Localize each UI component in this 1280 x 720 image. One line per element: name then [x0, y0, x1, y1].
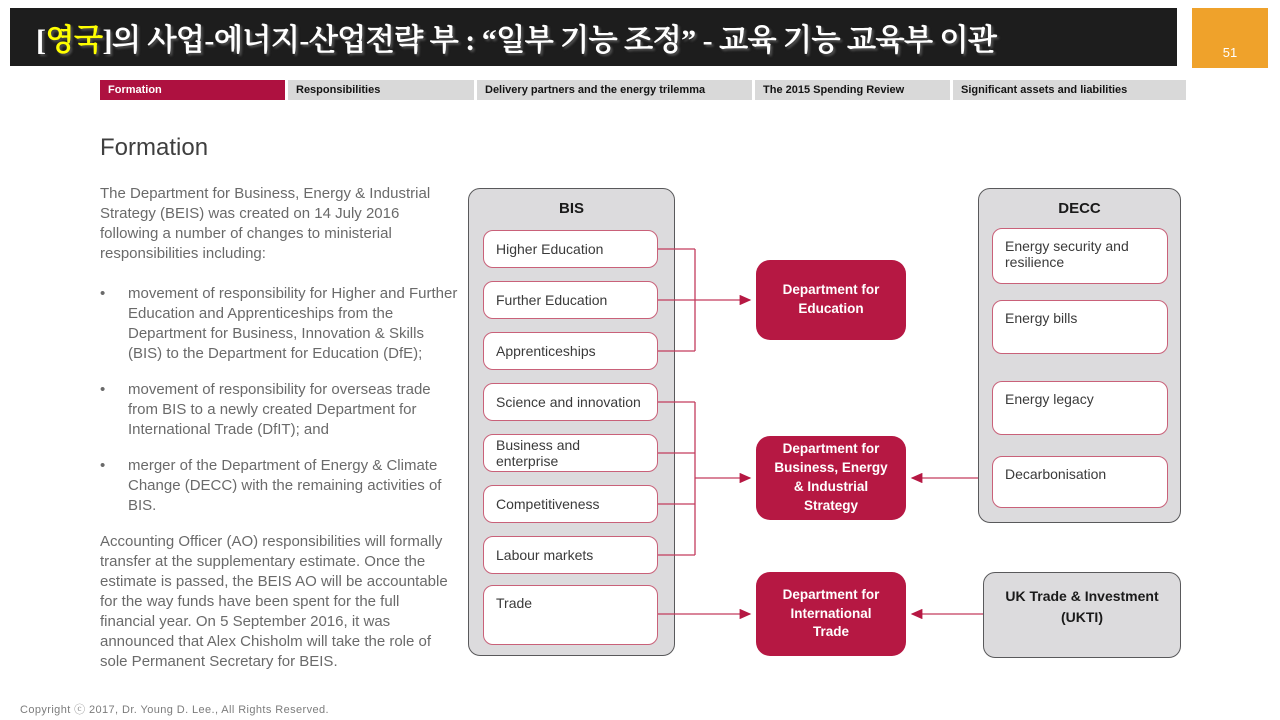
- bullet-icon: [100, 284, 128, 364]
- bis-item-competitiveness: Competitiveness: [483, 485, 658, 523]
- bis-container-title: BIS: [558, 200, 584, 217]
- tab-spending-review[interactable]: The 2015 Spending Review: [755, 80, 950, 100]
- bis-item-trade: Trade: [483, 585, 658, 645]
- title-highlight: 영국: [45, 24, 103, 57]
- intro-paragraph: The Department for Business, Energy & Industrial Strategy (BEIS) was created on 14 July 2016 following a number of changes to ministerial responsibilities including:: [100, 185, 431, 262]
- bullet-text: movement of responsibility for Higher and Further Education and Apprenticeships from the Department for Business, Innovation & Skills (BIS) to the Department for Education (DfE);: [128, 285, 458, 362]
- copyright-footer: Copyright ⓒ 2017, Dr. Young D. Lee., All Rights Reserved.: [20, 704, 329, 716]
- section-heading: Formation: [100, 134, 209, 161]
- page-number-badge: [1192, 8, 1268, 68]
- dept-beis-box: Department for Business, Energy & Industrial Strategy: [756, 436, 906, 520]
- tab-bar: [100, 80, 1186, 100]
- outro-paragraph: Accounting Officer (AO) responsibilities will formally transfer at the supplementary estimate. Once the estimate is passed, the BEIS AO will be accountable for the way funds have been spent for the full financial year. On 5 September 2016, it was announced that Alex Chisholm will take the role of sole Permanent Secretary for BEIS.: [100, 533, 448, 670]
- text-column: [100, 134, 458, 672]
- bis-item-science-innovation: Science and innovation: [483, 383, 658, 421]
- ukti-box: [983, 572, 1181, 658]
- decc-item-decarbonisation: Decarbonisation: [992, 456, 1168, 508]
- bullet-list: [100, 284, 458, 516]
- tab-delivery-partners[interactable]: Delivery partners and the energy trilemma: [477, 80, 752, 100]
- ukti-line2: (UKTI): [1061, 609, 1103, 625]
- bis-item-higher-education: Higher Education: [483, 230, 658, 268]
- bullet-icon: [100, 380, 128, 440]
- page-number: 51: [1222, 45, 1238, 60]
- bullet-icon: [100, 456, 128, 516]
- bullet-item: [100, 284, 458, 364]
- tab-formation[interactable]: Formation: [100, 80, 285, 100]
- decc-container-title: DECC: [1058, 200, 1101, 217]
- bis-item-business-enterprise: Business and enterprise: [483, 434, 658, 472]
- decc-item-energy-legacy: Energy legacy: [992, 381, 1168, 435]
- tab-responsibilities[interactable]: Responsibilities: [288, 80, 474, 100]
- bullet-text: merger of the Department of Energy & Climate Change (DECC) with the remaining activities of BIS.: [128, 457, 442, 514]
- bis-item-apprenticeships: Apprenticeships: [483, 332, 658, 370]
- dept-international-trade-box: Department for International Trade: [756, 572, 906, 656]
- tab-assets-liabilities[interactable]: Significant assets and liabilities: [953, 80, 1186, 100]
- title-prefix: [: [36, 24, 46, 57]
- decc-item-energy-security: Energy security and resilience: [992, 228, 1168, 284]
- bis-item-labour-markets: Labour markets: [483, 536, 658, 574]
- bis-item-further-education: Further Education: [483, 281, 658, 319]
- dept-education-box: Department for Education: [756, 260, 906, 340]
- title-suffix: ]의 사업-에너지-산업전략 부 : “일부 기능 조정” - 교육 기능 교육부 이관: [102, 24, 997, 57]
- bullet-item: [100, 456, 458, 516]
- bullet-item: [100, 380, 458, 440]
- bullet-text: movement of responsibility for overseas trade from BIS to a newly created Department for International Trade (DfIT); and: [128, 381, 431, 438]
- title-bar: [10, 8, 1177, 66]
- decc-item-energy-bills: Energy bills: [992, 300, 1168, 354]
- ukti-line1: UK Trade & Investment: [1005, 588, 1159, 604]
- slide-title: [36, 15, 996, 59]
